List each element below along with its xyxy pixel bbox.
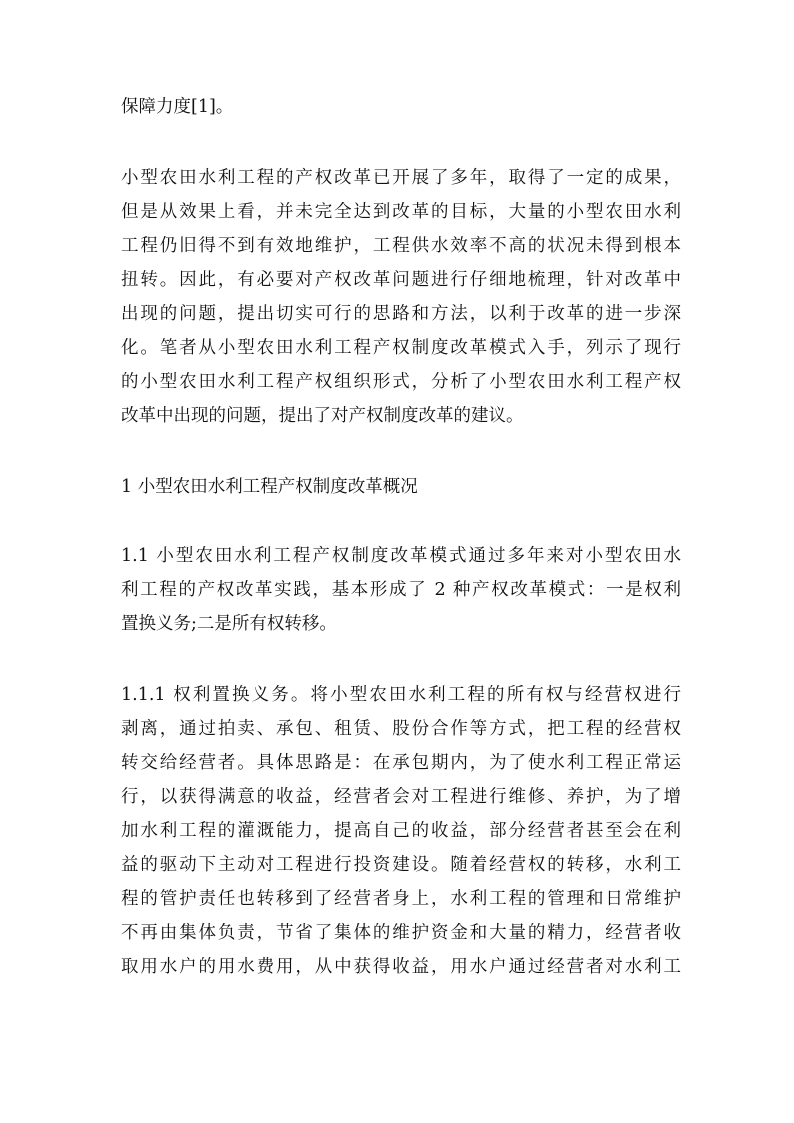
text-line: 利工程的产权改革实践，基本形成了 2 种产权改革模式：一是权利 xyxy=(121,580,681,600)
text-line: 扭转。因此，有必要对产权改革问题进行仔细地梳理，针对改革中 xyxy=(121,270,681,290)
text-line: 剥离，通过拍卖、承包、租赁、股份合作等方式，把工程的经营权 xyxy=(121,719,681,739)
text-line: 1.1.1 权利置换义务。将小型农田水利工程的所有权与经营权进行 xyxy=(121,685,681,705)
text-line: 的小型农田水利工程产权组织形式，分析了小型农田水利工程产权 xyxy=(121,372,681,392)
text-line: 改革中出现的问题，提出了对产权制度改革的建议。 xyxy=(121,406,524,426)
text-line: 但是从效果上看，并未完全达到改革的目标，大量的小型农田水利 xyxy=(121,202,681,222)
text-line: 1.1 小型农田水利工程产权制度改革模式通过多年来对小型农田水 xyxy=(121,546,681,566)
text-line: 取用水户的用水费用，从中获得收益，用水户通过经营者对水利工 xyxy=(121,957,681,977)
text-line: 小型农田水利工程的产权改革已开展了多年，取得了一定的成果， xyxy=(121,168,681,188)
text-line: 转交给经营者。具体思路是：在承包期内，为了使水利工程正常运 xyxy=(121,753,681,773)
text-line: 不再由集体负责，节省了集体的维护资金和大量的精力，经营者收 xyxy=(121,923,681,943)
text-line: 工程仍旧得不到有效地维护，工程供水效率不高的状况未得到根本 xyxy=(121,236,681,256)
text-line: 行，以获得满意的收益，经营者会对工程进行维修、养护，为了增 xyxy=(121,787,681,807)
text-line: 程的管护责任也转移到了经营者身上，水利工程的管理和日常维护 xyxy=(121,889,681,909)
text-line: 益的驱动下主动对工程进行投资建设。随着经营权的转移，水利工 xyxy=(121,855,681,875)
section-heading: 1 小型农田水利工程产权制度改革概况 xyxy=(121,477,418,497)
text-line: 出现的问题，提出切实可行的思路和方法，以利于改革的进一步深 xyxy=(121,304,681,324)
text-line: 保障力度[1]。 xyxy=(121,97,234,117)
text-line: 置换义务;二是所有权转移。 xyxy=(121,614,337,634)
text-line: 化。笔者从小型农田水利工程产权制度改革模式入手，列示了现行 xyxy=(121,338,681,358)
text-line: 加水利工程的灌溉能力，提高自己的收益，部分经营者甚至会在利 xyxy=(121,821,681,841)
